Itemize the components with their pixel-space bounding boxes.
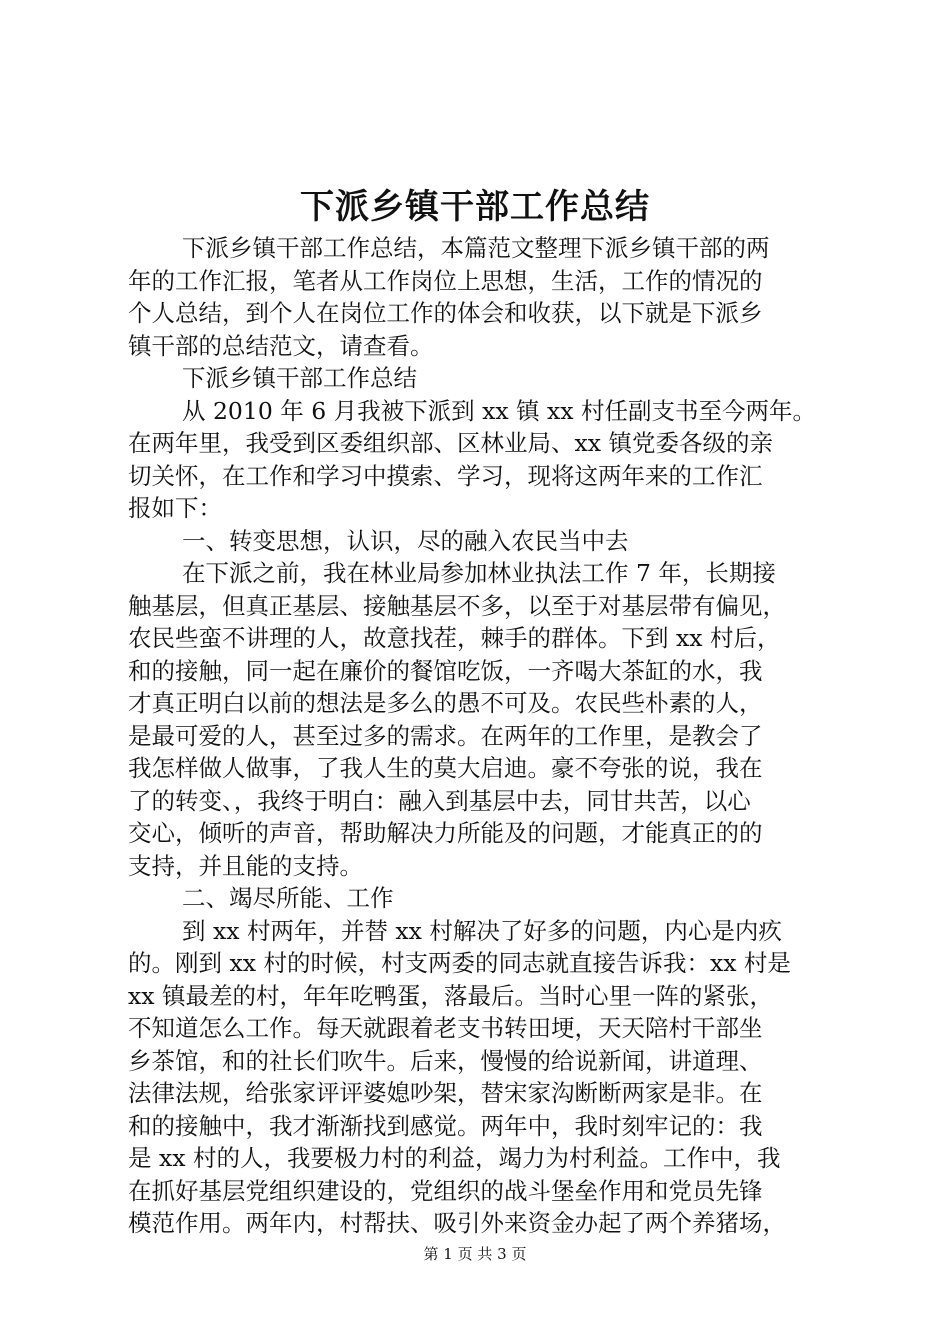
text-line: 下派乡镇干部工作总结: [182, 364, 417, 392]
text-line: xx 镇最差的村，年年吃鸭蛋，落最后。当时心里一阵的紧张，: [128, 981, 773, 1010]
text-line: 才真正明白以前的想法是多么的愚不可及。农民些朴素的人，: [128, 689, 763, 717]
text-line: 在抓好基层党组织建设的，党组织的战斗堡垒作用和党员先锋: [128, 1176, 763, 1205]
text-line: 报如下：: [128, 494, 222, 522]
page-footer: 第 1 页 共 3 页: [423, 1245, 527, 1263]
document-title: 下派乡镇干部工作总结: [300, 187, 650, 227]
text-line: 了的转变、，我终于明白：融入到基层中去，同甘共苦，以心: [128, 786, 751, 815]
text-line: 一、转变思想，认识，尽的融入农民当中去: [182, 526, 629, 555]
text-line: 是 xx 村的人，我要极力村的利益，竭力为村利益。工作中，我: [128, 1144, 781, 1172]
text-line: 切关怀，在工作和学习中摸索、学习，现将这两年来的工作汇: [128, 461, 763, 490]
text-line: 不知道怎么工作。每天就跟着老支书转田埂，天天陪村干部坐: [128, 1014, 763, 1042]
text-line: 个人总结，到个人在岗位工作的体会和收获，以下就是下派乡: [128, 299, 763, 327]
text-line: 法律法规，给张家评评婆媳吵架，替宋家沟断断两家是非。在: [128, 1079, 763, 1107]
text-line: 在两年里，我受到区委组织部、区林业局、xx 镇党委各级的亲: [128, 429, 773, 457]
text-line: 是最可爱的人，甚至过多的需求。在两年的工作里，是教会了: [128, 721, 763, 750]
text-line: 到 xx 村两年，并替 xx 村解决了好多的问题，内心是内疚: [182, 916, 782, 945]
text-line: 镇干部的总结范文，请查看。: [128, 331, 434, 360]
text-line: 在下派之前，我在林业局参加林业执法工作 7 年，长期接: [182, 559, 776, 587]
text-line: 支持，并且能的支持。: [128, 851, 363, 880]
text-line: 从 2010 年 6 月我被下派到 xx 镇 xx 村任副支书至今两年。: [182, 396, 817, 425]
text-line: 二、竭尽所能、工作: [182, 884, 394, 912]
text-line: 触基层，但真正基层、接触基层不多，以至于对基层带有偏见，: [128, 591, 786, 620]
text-line: 模范作用。两年内，村帮扶、吸引外来资金办起了两个养猪场，: [128, 1209, 786, 1237]
text-line: 年的工作汇报，笔者从工作岗位上思想，生活，工作的情况的: [128, 266, 763, 295]
text-line: 农民些蛮不讲理的人，故意找茬，棘手的群体。下到 xx 村后，: [128, 624, 781, 652]
text-line: 的。刚到 xx 村的时候，村支两委的同志就直接告诉我：xx 村是: [128, 949, 791, 977]
text-line: 下派乡镇干部工作总结，本篇范文整理下派乡镇干部的两: [182, 234, 770, 262]
document-body: [128, 232, 838, 1240]
text-line: 和的接触中，我才渐渐找到感觉。两年中，我时刻牢记的：我: [128, 1111, 763, 1140]
text-line: 乡茶馆，和的社长们吹牛。后来，慢慢的给说新闻，讲道理、: [128, 1046, 763, 1075]
text-line: 交心，倾听的声音，帮助解决力所能及的问题，才能真正的的: [128, 819, 763, 847]
text-line: 和的接触，同一起在廉价的餐馆吃饭，一齐喝大茶缸的水，我: [128, 656, 763, 685]
text-line: 我怎样做人做事，了我人生的莫大启迪。豪不夸张的说，我在: [128, 754, 763, 782]
